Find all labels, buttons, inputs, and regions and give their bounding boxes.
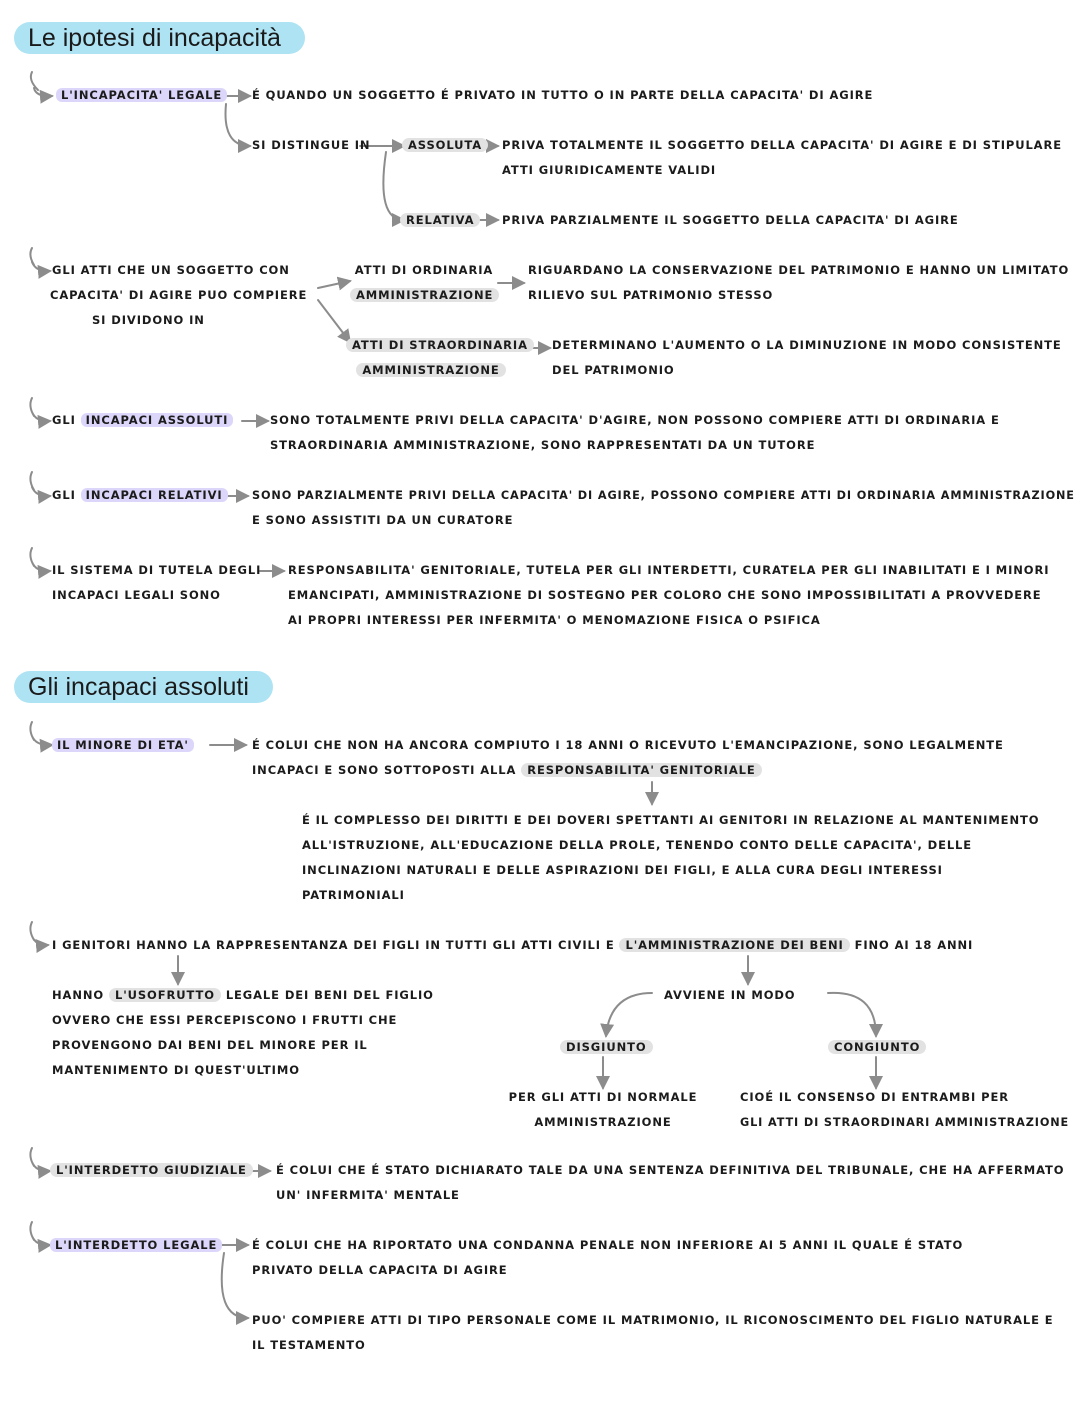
hook-arrow: [31, 72, 52, 96]
section-title-ipotesi: Le ipotesi di incapacità: [14, 22, 305, 54]
label-congiunto: CONGIUNTO: [828, 1035, 926, 1060]
usufrutto-2: OVVERO CHE ESSI PERCEPISCONO I FRUTTI CHE: [52, 1013, 398, 1027]
label-interdetto-giudiziale: L'INTERDETTO GIUDIZIALE: [50, 1158, 253, 1183]
definition-disgiunto-2: AMMINISTRAZIONE: [534, 1115, 672, 1129]
genitori-rappresentanza: I GENITORI HANNO LA RAPPRESENTANZA DEI FIGLI IN TUTTI GLI ATTI CIVILI E L'AMMINISTRAZIONE DEI BENI FINO AI 18 ANNI: [52, 938, 974, 952]
definition-responsabilita-2: ALL'ISTRUZIONE, ALL'EDUCAZIONE DELLA PROLE, TENENDO CONTO DELLE CAPACITA', DELLE: [302, 838, 973, 852]
definition-tutela-2: EMANCIPATI, AMMINISTRAZIONE DI SOSTEGNO PER COLORO CHE SONO IMPOSSIBILITATI A PROVVEDERE: [288, 588, 1042, 602]
hook-arrow: [30, 472, 50, 496]
hook-arrow: [30, 1148, 50, 1171]
definition-straordinaria-1: DETERMINANO L'AUMENTO O LA DIMINUZIONE IN MODO CONSISTENTE: [552, 338, 1062, 352]
label-relativa: RELATIVA: [400, 208, 480, 233]
definition-tutela-1: RESPONSABILITA' GENITORIALE, TUTELA PER GLI INTERDETTI, CURATELA PER GLI INABILITATI E I MINORI: [288, 563, 1050, 577]
definition-ordinaria-1: RIGUARDANO LA CONSERVAZIONE DEL PATRIMONIO E HANNO UN LIMITATO: [528, 263, 1070, 277]
interdetto-legale-puo-1: PUO' COMPIERE ATTI DI TIPO PERSONALE COME IL MATRIMONIO, IL RICONOSCIMENTO DEL FIGLIO NATURALE E: [252, 1313, 1054, 1327]
definition-congiunto-1: CIOÉ IL CONSENSO DI ENTRAMBI PER: [740, 1090, 1009, 1104]
label-atti-ordinaria-2: AMMINISTRAZIONE: [350, 283, 498, 308]
definition-incapaci-assoluti-1: SONO TOTALMENTE PRIVI DELLA CAPACITA' D'AGIRE, NON POSSONO COMPIERE ATTI DI ORDINARIA E: [270, 413, 1000, 427]
hook-arrow: [30, 398, 50, 421]
label-atti-straordinaria-1: ATTI DI STRAORDINARIA: [346, 333, 534, 358]
definition-giudiziale-1: É COLUI CHE É STATO DICHIARATO TALE DA UNA SENTENZA DEFINITIVA DEL TRIBUNALE, CHE HA AFFERMATO: [276, 1163, 1065, 1177]
definition-responsabilita-3: INCLINAZIONI NATURALI E DELLE ASPIRAZIONI DEI FIGLI, E ALLA CURA DEGLI INTERESSI: [302, 863, 943, 877]
label-incapacita-legale: L'INCAPACITA' LEGALE: [56, 83, 227, 108]
usufrutto-1: HANNO L'USOFRUTTO LEGALE DEI BENI DEL FIGLIO: [52, 988, 434, 1002]
atti-intro-1: GLI ATTI CHE UN SOGGETTO CON: [52, 263, 290, 277]
usufrutto-3: PROVENGONO DAI BENI DEL MINORE PER IL: [52, 1038, 368, 1052]
label-avviene-in-modo: AVVIENE IN MODO: [664, 988, 796, 1002]
hook-arrow: [30, 1222, 50, 1245]
atti-intro-3: SI DIVIDONO IN: [92, 313, 205, 327]
definition-assoluta-1: PRIVA TOTALMENTE IL SOGGETTO DELLA CAPACITA' DI AGIRE E DI STIPULARE: [502, 138, 1062, 152]
usufrutto-4: MANTENIMENTO DI QUEST'ULTIMO: [52, 1063, 300, 1077]
definition-incapaci-relativi-1: SONO PARZIALMENTE PRIVI DELLA CAPACITA' DI AGIRE, POSSONO COMPIERE ATTI DI ORDINARIA AMMINISTRAZIONE: [252, 489, 1075, 502]
interdetto-legale-puo-2: IL TESTAMENTO: [252, 1338, 366, 1352]
definition-congiunto-2: GLI ATTI DI STRAORDINARI AMMINISTRAZIONE: [740, 1116, 1070, 1129]
definition-assoluta-2: ATTI GIURIDICAMENTE VALIDI: [502, 163, 717, 177]
definition-tutela-3: AI PROPRI INTERESSI PER INFERMITA' O MENOMAZIONE FISICA O PSIFICA: [288, 613, 821, 627]
definition-relativa: PRIVA PARZIALMENTE IL SOGGETTO DELLA CAPACITA' DI AGIRE: [502, 213, 959, 227]
definition-minore-2: INCAPACI E SONO SOTTOPOSTI ALLA RESPONSABILITA' GENITORIALE: [252, 758, 762, 783]
definition-responsabilita-1: É IL COMPLESSO DEI DIRITTI E DEI DOVERI SPETTANTI AI GENITORI IN RELAZIONE AL MANTENIMENTO: [302, 813, 1040, 827]
hook-arrow: [30, 722, 52, 745]
label-assoluta: ASSOLUTA: [402, 133, 488, 158]
label-interdetto-legale: L'INTERDETTO LEGALE: [50, 1233, 222, 1258]
definition-minore-1: É COLUI CHE NON HA ANCORA COMPIUTO I 18 ANNI O RICEVUTO L'EMANCIPAZIONE, SONO LEGALMENTE: [252, 738, 1004, 752]
label-incapaci-assoluti: GLI INCAPACI ASSOLUTI: [52, 408, 233, 433]
definition-straordinaria-2: DEL PATRIMONIO: [552, 363, 675, 377]
hook-arrow: [30, 548, 50, 571]
definition-interdetto-legale-1: É COLUI CHE HA RIPORTATO UNA CONDANNA PENALE NON INFERIORE AI 5 ANNI IL QUALE É STATO: [252, 1238, 964, 1252]
atti-intro-2: CAPACITA' DI AGIRE PUO COMPIERE: [50, 288, 308, 302]
definition-incapaci-relativi-2: E SONO ASSISTITI DA UN CURATORE: [252, 513, 514, 527]
label-minore: IL MINORE DI ETA': [52, 733, 194, 758]
definition-giudiziale-2: UN' INFERMITA' MENTALE: [276, 1188, 460, 1202]
definition-responsabilita-4: PATRIMONIALI: [302, 888, 405, 902]
definition-interdetto-legale-2: PRIVATO DELLA CAPACITA DI AGIRE: [252, 1263, 508, 1277]
label-disgiunto: DISGIUNTO: [560, 1035, 653, 1060]
hook-arrow: [30, 248, 50, 271]
definition-disgiunto-1: PER GLI ATTI DI NORMALE: [508, 1090, 698, 1104]
label-incapaci-relativi: GLI INCAPACI RELATIVI: [52, 483, 228, 508]
tutela-intro-1: IL SISTEMA DI TUTELA DEGLI: [52, 563, 262, 577]
definition-ordinaria-2: RILIEVO SUL PATRIMONIO STESSO: [528, 288, 774, 302]
definition-incapacita-legale: É QUANDO UN SOGGETTO É PRIVATO IN TUTTO O IN PARTE DELLA CAPACITA' DI AGIRE: [252, 88, 874, 102]
tutela-intro-2: INCAPACI LEGALI SONO: [52, 588, 221, 602]
label-atti-ordinaria-1: ATTI DI ORDINARIA: [354, 263, 494, 277]
section-title-incapaci-assoluti: Gli incapaci assoluti: [14, 671, 273, 703]
label-si-distingue: SI DISTINGUE IN: [252, 138, 371, 152]
hook-arrow: [30, 922, 48, 945]
label-atti-straordinaria-2: AMMINISTRAZIONE: [346, 358, 516, 383]
definition-incapaci-assoluti-2: STRAORDINARIA AMMINISTRAZIONE, SONO RAPPRESENTATI DA UN TUTORE: [270, 438, 816, 452]
